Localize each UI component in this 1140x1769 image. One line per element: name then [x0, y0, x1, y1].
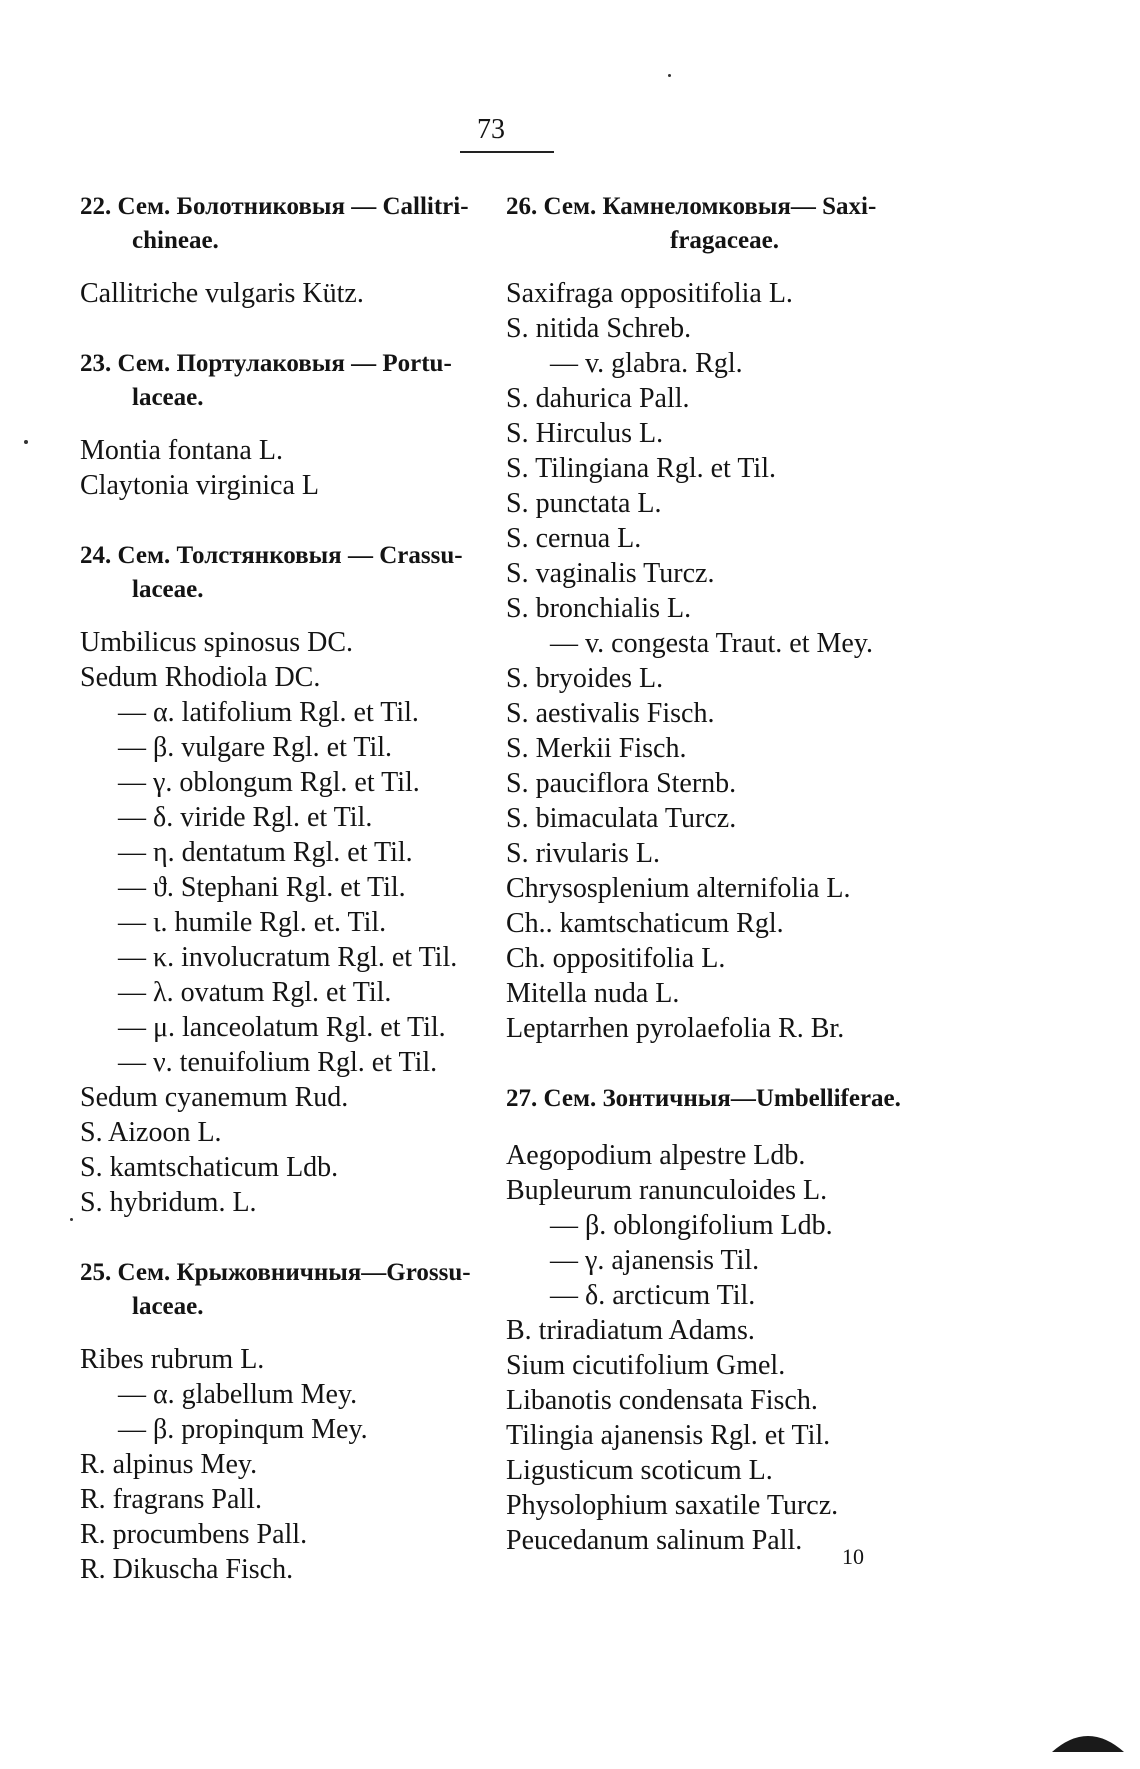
list-item: S. pauciflora Sternb. [506, 768, 737, 799]
family-23-heading-line1: 23. Сем. Портулаковыя — Portu- [80, 350, 452, 377]
family-24-heading [80, 539, 510, 607]
family-23-heading [80, 347, 510, 415]
family-26-heading-line1: 26. Сем. Камнеломковыя— Saxi- [506, 193, 877, 220]
family-26-heading-line2: fragaceae. [670, 227, 779, 254]
family-25-species-list [80, 1342, 510, 1587]
list-item: Aegopodium alpestre Ldb. [506, 1140, 806, 1171]
list-item: R. Dikuscha Fisch. [80, 1554, 294, 1585]
list-item: Sium cicutifolium Gmel. [506, 1350, 786, 1381]
list-item: — ι. humile Rgl. et. Til. [118, 907, 387, 938]
printer-signature: 10 [842, 1544, 864, 1569]
list-item: Libanotis condensata Fisch. [506, 1385, 818, 1416]
list-item: B. triradiatum Adams. [506, 1315, 755, 1346]
list-item: Bupleurum ranunculoides L. [506, 1175, 828, 1206]
family-25-heading [80, 1256, 510, 1324]
list-item: S. Hirculus L. [506, 418, 664, 449]
list-item: Physolophium saxatile Turcz. [506, 1490, 839, 1521]
list-item: — ν. tenuifolium Rgl. et Til. [118, 1047, 438, 1078]
family-22-heading-line1: 22. Сем. Болотниковыя — Callitri- [80, 193, 469, 220]
list-item: Ribes rubrum L. [80, 1344, 265, 1375]
list-item: Mitella nuda L. [506, 978, 680, 1009]
list-item: S. Aizoon L. [80, 1117, 222, 1148]
list-item: Tilingia ajanensis Rgl. et Til. [506, 1420, 831, 1451]
list-item: Peucedanum salinum Pall. [506, 1525, 803, 1556]
family-26-heading [506, 190, 976, 258]
list-item: Ch.. kamtschaticum Rgl. [506, 908, 784, 939]
list-item: — δ. arcticum Til. [550, 1280, 756, 1311]
list-item: S. bronchialis L. [506, 593, 692, 624]
family-27-heading-line1: 27. Сем. Зонтичныя—Umbelliferae. [506, 1085, 901, 1112]
list-item: S. vaginalis Turcz. [506, 558, 715, 589]
page-number: 73 [477, 114, 505, 145]
list-item: S. punctata L. [506, 488, 662, 519]
list-item: — γ. ajanensis Til. [550, 1245, 760, 1276]
list-item: — β. oblongifolium Ldb. [550, 1210, 833, 1241]
list-item: — v. congesta Traut. et Mey. [550, 628, 873, 659]
list-item: — β. vulgare Rgl. et Til. [118, 732, 393, 763]
family-23-heading-line2: laceae. [132, 384, 204, 411]
list-item: Claytonia virginica L [80, 470, 319, 501]
scan-speck [668, 74, 671, 77]
list-item: — κ. involucratum Rgl. et Til. [118, 942, 458, 973]
list-item: S. nitida Schreb. [506, 313, 692, 344]
list-item: S. aestivalis Fisch. [506, 698, 715, 729]
list-item: Ligusticum scoticum L. [506, 1455, 773, 1486]
family-23-species-list [80, 433, 510, 503]
list-item: Callitriche vulgaris Kütz. [80, 278, 364, 309]
list-item: S. hybridum. L. [80, 1187, 257, 1218]
list-item: Ch. oppositifolia L. [506, 943, 726, 974]
scan-speck [24, 440, 28, 444]
list-item: Sedum Rhodiola DC. [80, 662, 321, 693]
list-item: S. cernua L. [506, 523, 642, 554]
list-item: S. dahurica Pall. [506, 383, 690, 414]
list-item: — v. glabra. Rgl. [550, 348, 743, 379]
list-item: — α. glabellum Mey. [118, 1379, 358, 1410]
list-item: — β. propinqum Mey. [118, 1414, 368, 1445]
list-item: Chrysosplenium alternifolia L. [506, 873, 851, 904]
list-item: R. procumbens Pall. [80, 1519, 308, 1550]
list-item: S. bimaculata Turcz. [506, 803, 737, 834]
list-item: Sedum cyanemum Rud. [80, 1082, 349, 1113]
family-24-species-list [80, 625, 510, 1220]
list-item: — μ. lanceolatum Rgl. et Til. [118, 1012, 446, 1043]
family-25-heading-line2: laceae. [132, 1293, 204, 1320]
list-item: — α. latifolium Rgl. et Til. [118, 697, 419, 728]
list-item: S. Tilingiana Rgl. et Til. [506, 453, 776, 484]
family-27-species-list [506, 1138, 976, 1558]
right-column [506, 190, 976, 1558]
page-corner-mark [1050, 1732, 1126, 1754]
list-item: Leptarrhen pyrolaefolia R. Br. [506, 1013, 845, 1044]
family-26-species-list [506, 276, 976, 1046]
list-item: Saxifraga oppositifolia L. [506, 278, 793, 309]
list-item: S. bryoides L. [506, 663, 664, 694]
list-item: S. rivularis L. [506, 838, 660, 869]
page-number-rule [460, 151, 554, 153]
list-item: — η. dentatum Rgl. et Til. [118, 837, 413, 868]
list-item: S. Merkii Fisch. [506, 733, 687, 764]
scan-speck [70, 1218, 73, 1221]
family-22-heading [80, 190, 510, 258]
list-item: — ϑ. Stephani Rgl. et Til. [118, 872, 406, 903]
family-22-heading-line2: chineae. [132, 227, 219, 254]
list-item: R. alpinus Mey. [80, 1449, 258, 1480]
list-item: Montia fontana L. [80, 435, 283, 466]
list-item: Umbilicus spinosus DC. [80, 627, 354, 658]
family-24-heading-line1: 24. Сем. Толстянковыя — Crassu- [80, 542, 463, 569]
family-25-heading-line1: 25. Сем. Крыжовничныя—Grossu- [80, 1259, 471, 1286]
left-column [80, 190, 510, 1587]
list-item: — λ. ovatum Rgl. et Til. [118, 977, 392, 1008]
list-item: — δ. viride Rgl. et Til. [118, 802, 373, 833]
list-item: R. fragrans Pall. [80, 1484, 262, 1515]
family-27-heading [506, 1082, 976, 1116]
family-22-species-list [80, 276, 510, 311]
family-24-heading-line2: laceae. [132, 576, 204, 603]
list-item: S. kamtschaticum Ldb. [80, 1152, 339, 1183]
list-item: — γ. oblongum Rgl. et Til. [118, 767, 420, 798]
